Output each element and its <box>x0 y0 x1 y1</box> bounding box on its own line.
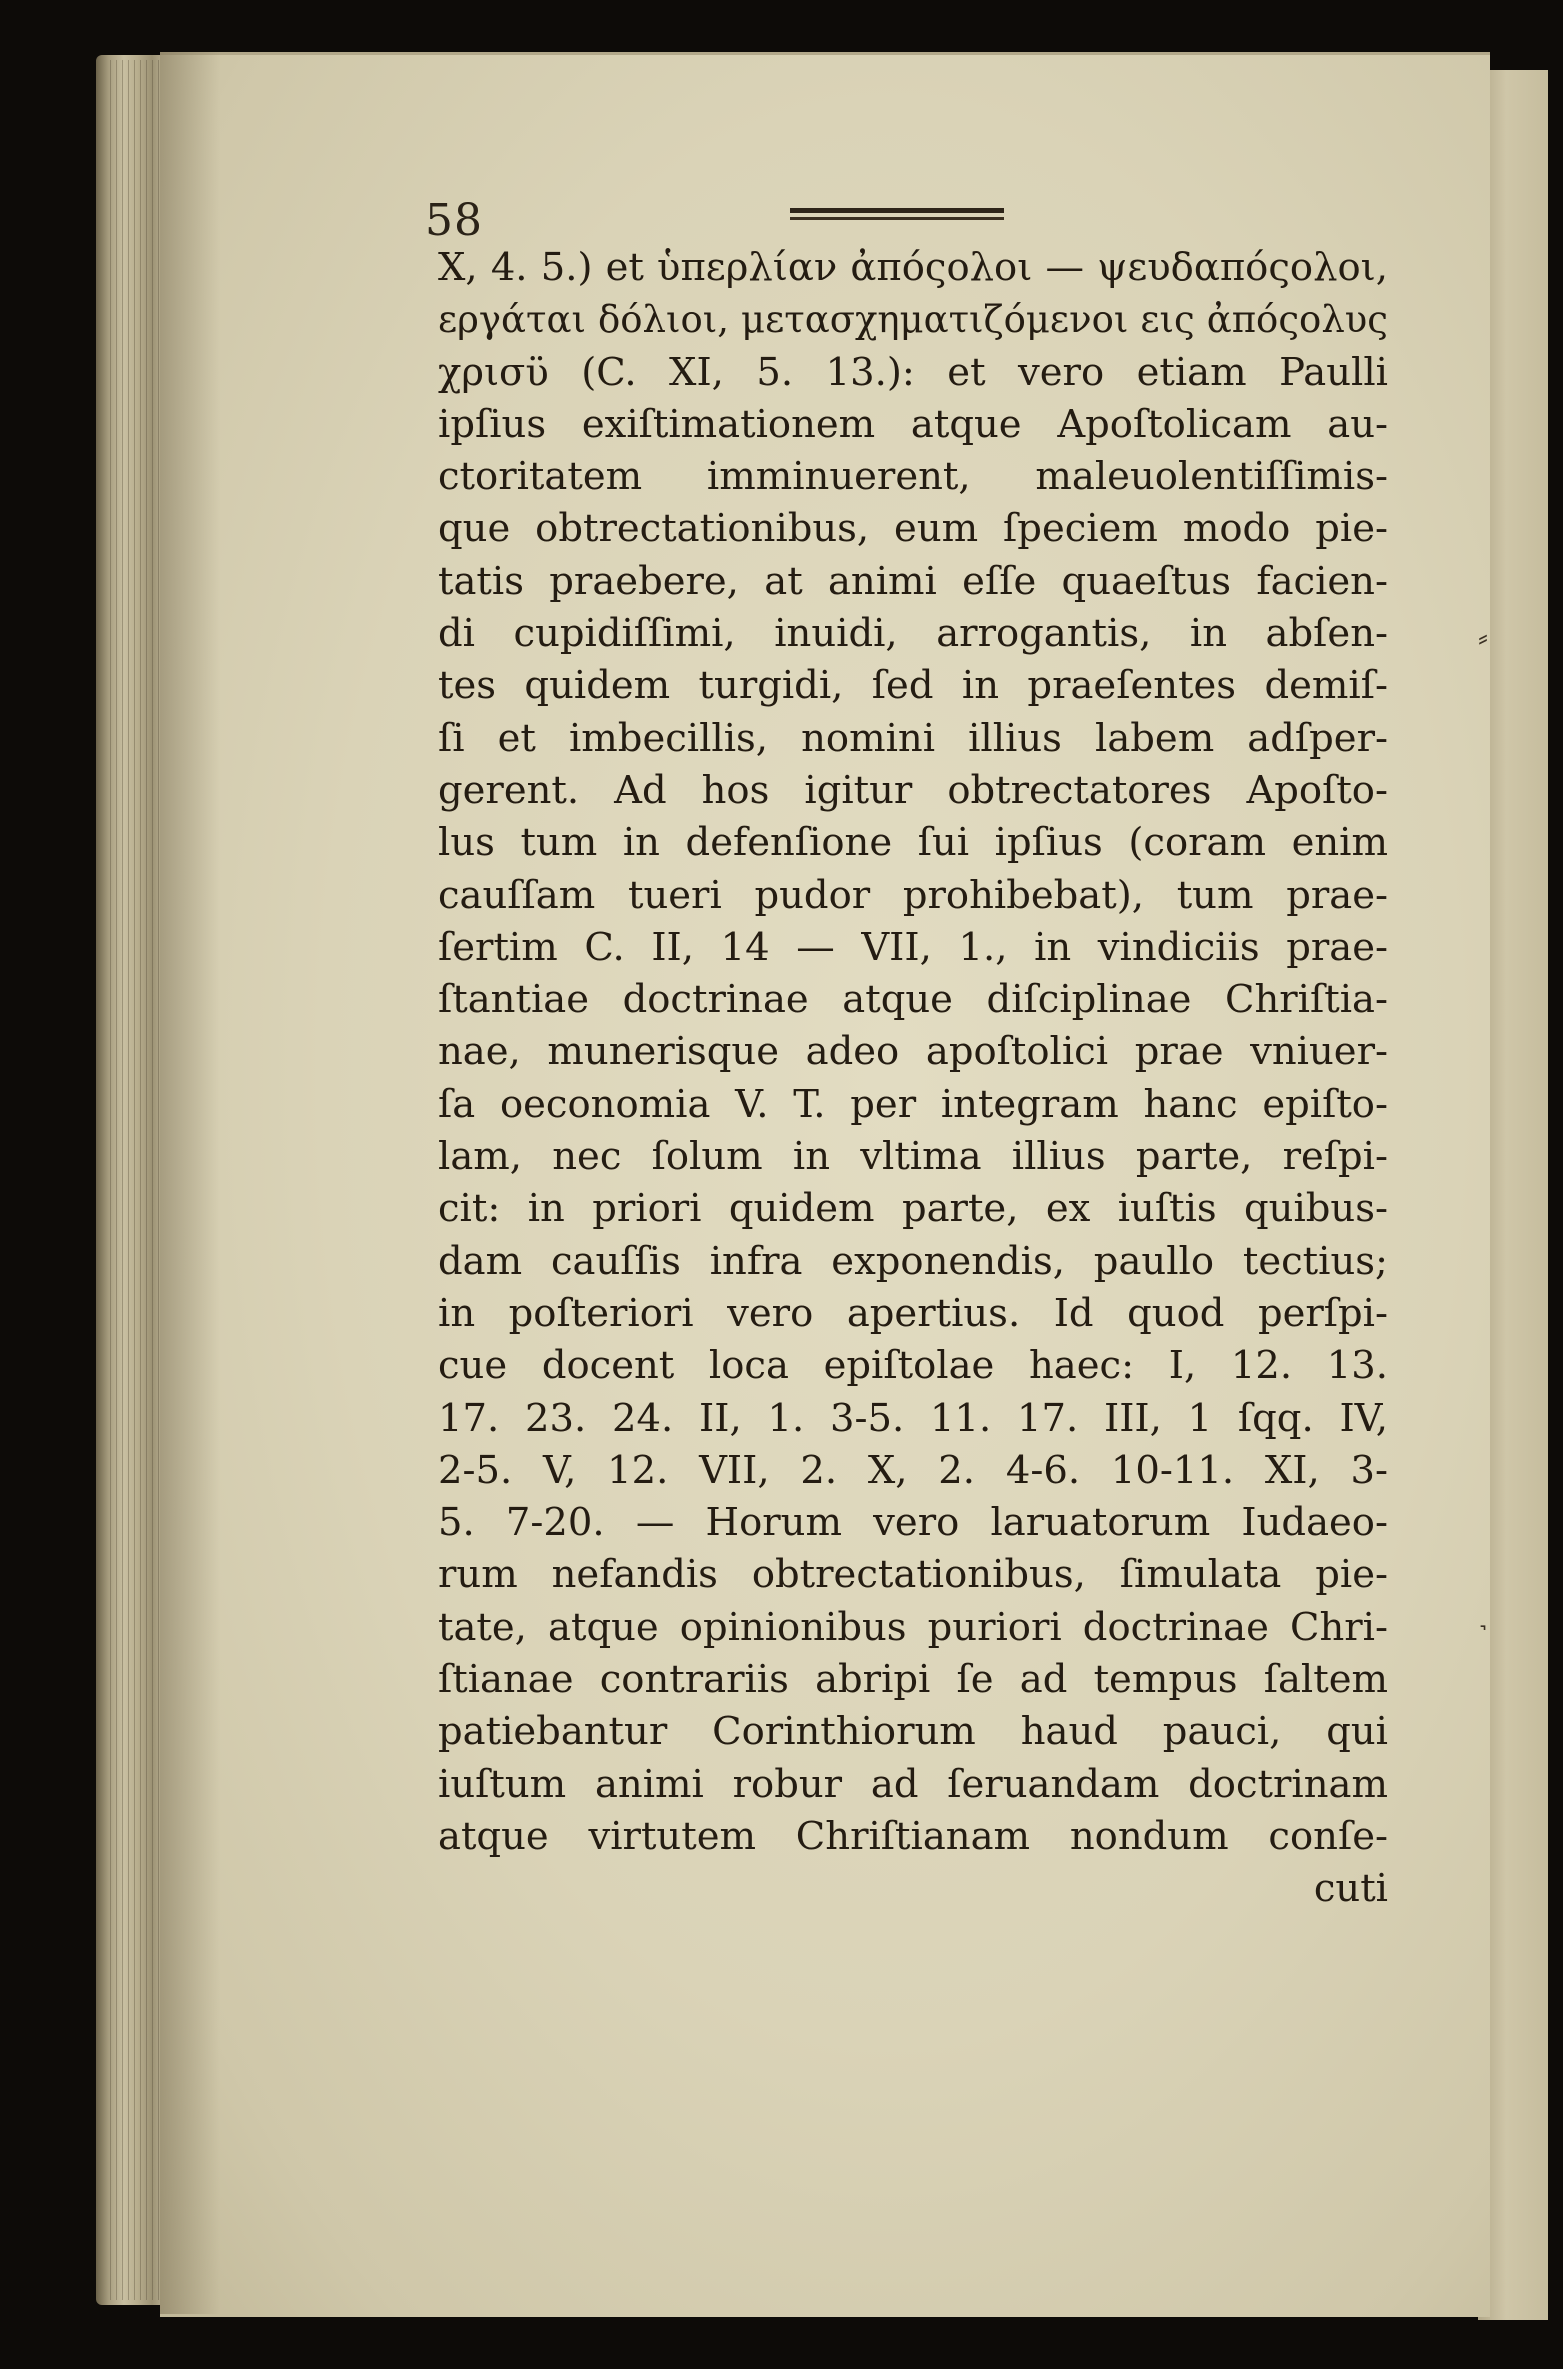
text-line: dam cauſſis infra exponendis, paullo tectius; <box>438 1238 1388 1284</box>
ornament-bar-thick <box>790 208 1004 213</box>
text-line: 5. 7-20. — Horum vero laruatorum Iudaeo- <box>438 1500 1388 1546</box>
text-line: cauſſam tueri pudor prohibebat), tum prae- <box>438 872 1388 918</box>
text-line: cit: in priori quidem parte, ex iuſtis quibus- <box>438 1186 1388 1232</box>
text-line: que obtrectationibus, eum ſpeciem modo pie- <box>438 506 1388 552</box>
text-line: ipſius exiſtimationem atque Apoſtolicam au- <box>438 401 1388 447</box>
text-line: tes quidem turgidi, ſed in praeſentes demiſ- <box>438 663 1388 709</box>
text-line: iuſtum animi robur ad ſeruandam doctrinam <box>438 1761 1388 1807</box>
text-line: patiebantur Corinthiorum haud pauci, qui <box>438 1709 1388 1755</box>
text-line: 2-5. V, 12. VII, 2. X, 2. 4-6. 10-11. XI, 3- <box>438 1447 1388 1493</box>
text-line: in poſteriori vero apertius. Id quod perſpi- <box>438 1290 1388 1336</box>
text-line: tate, atque opinionibus puriori doctrinae Chri- <box>438 1604 1388 1650</box>
header-ornament-rule <box>790 208 1004 222</box>
text-line: cue docent loca epiſtolae haec: I, 12. 13. <box>438 1343 1388 1389</box>
text-line: εργάται δόλιοι, μετασχηματιζόμενοι εις ἀπόςολυς <box>438 298 1388 342</box>
text-line: nae, munerisque adeo apoſtolici prae vniuer- <box>438 1029 1388 1075</box>
margin-tick-mark: ⸗ <box>1478 620 1488 655</box>
text-line: di cupidiſſimi, inuidi, arrogantis, in abſen- <box>438 611 1388 657</box>
ornament-bar-thin <box>790 217 1004 220</box>
text-line: ſa oeconomia V. T. per integram hanc epiſto- <box>438 1081 1388 1127</box>
page-number: 58 <box>425 195 483 246</box>
text-line: rum nefandis obtrectationibus, ſimulata pie- <box>438 1552 1388 1598</box>
text-line: ſtantiae doctrinae atque diſciplinae Chriſtia- <box>438 977 1388 1023</box>
catchword: cuti <box>1313 1866 1388 1912</box>
text-line: ſertim C. II, 14 — VII, 1., in vindiciis prae- <box>438 924 1388 970</box>
text-line: X, 4. 5.) et ὑπερλίαν ἀπόςολοι — ψευδαπόςολοι, <box>438 245 1388 290</box>
gutter-shadow <box>160 52 220 2314</box>
text-line: ſtianae contrariis abripi ſe ad tempus ſaltem <box>438 1657 1388 1703</box>
text-line: lam, nec ſolum in vltima illius parte, reſpi- <box>438 1134 1388 1180</box>
text-line: lus tum in defenſione ſui ipſius (coram enim <box>438 820 1388 866</box>
text-line: gerent. Ad hos igitur obtrectatores Apoſto- <box>438 767 1388 813</box>
text-line: 17. 23. 24. II, 1. 3-5. 11. 17. III, 1 ſqq. IV, <box>438 1395 1388 1441</box>
body-text <box>438 242 1388 1916</box>
text-line: ſi et imbecillis, nomini illius labem adſper- <box>438 715 1388 761</box>
text-line: atque virtutem Chriſtianam nondum conſe- <box>438 1813 1388 1859</box>
text-line: tatis praebere, at animi eſſe quaeſtus facien- <box>438 558 1388 604</box>
margin-hook-mark: ˺ <box>1478 1618 1488 1653</box>
text-line: ctoritatem imminuerent, maleuolentiſſimis- <box>438 454 1388 500</box>
text-line: χρισϋ (C. XI, 5. 13.): et vero etiam Paulli <box>438 349 1388 395</box>
